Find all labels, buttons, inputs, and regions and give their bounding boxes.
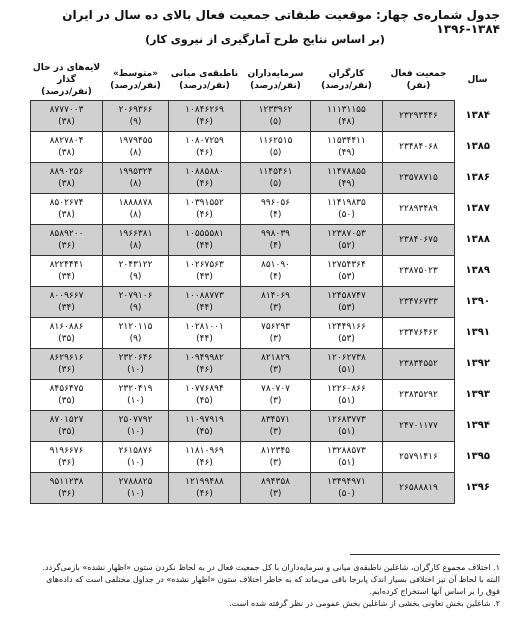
table-cell bbox=[169, 101, 241, 132]
cell-percent: (۸) bbox=[129, 148, 142, 158]
cell-value: ۹۱۹۶۶۷۶ bbox=[49, 446, 84, 456]
table-cell bbox=[103, 194, 169, 225]
cell-value: ۸۲۲۴۴۴۱ bbox=[49, 260, 84, 270]
cell-percent: (۵۱) bbox=[338, 365, 355, 375]
cell-value: ۲۳۸۳۴۵۵۲ bbox=[399, 359, 438, 369]
column-header bbox=[311, 60, 383, 101]
cell-percent: (۱۰) bbox=[127, 396, 144, 406]
cell-value: ۸۱۴۰۶۹ bbox=[260, 291, 290, 301]
statistics-table bbox=[30, 60, 501, 504]
column-unit: (نفر/درصد) bbox=[250, 81, 301, 91]
footnote: ۲. شاغلین بخش تعاونی بخشی از شاغلین بخش عمومی در نظر گرفته شده است. bbox=[229, 599, 500, 608]
table-row bbox=[31, 256, 501, 287]
table-cell bbox=[103, 287, 169, 318]
table-cell bbox=[31, 411, 103, 442]
cell-value: ۱۰۲۶۷۵۶۳ bbox=[185, 260, 224, 270]
table-cell bbox=[311, 194, 383, 225]
cell-value: ۸۵۱۰۹۰ bbox=[260, 260, 290, 270]
cell-value: ۸۰۰۹۶۶۷ bbox=[49, 291, 84, 301]
cell-value: ۱۲۲۶۰۸۶۶ bbox=[327, 384, 366, 394]
cell-percent: (۱۰) bbox=[127, 427, 144, 437]
year-cell: ۱۳۸۴ bbox=[465, 110, 490, 121]
cell-value: ۲۲۸۹۳۴۸۹ bbox=[399, 204, 438, 214]
cell-percent: (۴۶) bbox=[196, 489, 213, 499]
table-cell bbox=[383, 473, 455, 504]
table-cell bbox=[311, 411, 383, 442]
year-cell: ۱۳۹۵ bbox=[465, 451, 490, 462]
column-unit: (نفر/درصد) bbox=[110, 81, 161, 91]
column-header bbox=[31, 60, 103, 101]
table-cell bbox=[169, 349, 241, 380]
cell-percent: (۳) bbox=[269, 365, 282, 375]
cell-percent: (۴۴) bbox=[196, 334, 213, 344]
year-cell: ۱۳۹۴ bbox=[465, 420, 490, 431]
cell-percent: (۳۸) bbox=[58, 179, 75, 189]
table-cell bbox=[241, 473, 311, 504]
cell-value: ۷۵۶۲۹۳ bbox=[260, 322, 290, 332]
cell-value: ۸۴۵۶۴۷۵ bbox=[49, 384, 84, 394]
table-cell bbox=[169, 442, 241, 473]
column-unit: (نفر/درصد) bbox=[321, 81, 372, 91]
table-cell bbox=[31, 194, 103, 225]
cell-value: ۱۸۸۸۸۷۸ bbox=[118, 198, 153, 208]
table-cell bbox=[311, 349, 383, 380]
cell-percent: (۴) bbox=[269, 210, 282, 220]
cell-value: ۲۰۴۳۱۲۲ bbox=[118, 260, 153, 270]
cell-percent: (۴۶) bbox=[196, 117, 213, 127]
table-cell bbox=[383, 256, 455, 287]
column-unit: (نفر/درصد) bbox=[179, 81, 230, 91]
cell-percent: (۹) bbox=[129, 334, 142, 344]
cell-percent: (۳۶) bbox=[58, 458, 75, 468]
cell-value: ۱۲۱۹۹۴۸۸ bbox=[185, 477, 224, 487]
cell-percent: (۳۴) bbox=[58, 272, 75, 282]
cell-value: ۸۵۸۹۲۰۰ bbox=[49, 229, 84, 239]
cell-value: ۲۳۴۷۶۷۳۳ bbox=[399, 297, 438, 307]
cell-value: ۲۵۰۷۷۹۲ bbox=[118, 415, 153, 425]
footnote: ۱. اختلاف مجموع کارگران، شاغلین ناطبقه‌ی میانی و سرمایه‌داران با کل جمعیت فعال در به لحاظ نکردن ستون «اظهار نشده» بازمی‌گردد. البته با لحاظ آن نیز اختلافی بسیار اندک پابرجا باقی می‌ماند که به خاطر اختلاف ستون «اظهار نشده» در جداول مختلفی است که داده‌های فوق را بر اساس آنها استخراج کرده‌ایم. bbox=[42, 563, 500, 596]
column-header bbox=[383, 60, 455, 101]
year-cell: ۱۳۸۵ bbox=[465, 141, 490, 152]
table-cell bbox=[169, 132, 241, 163]
table-row bbox=[31, 101, 501, 132]
table-cell bbox=[383, 194, 455, 225]
table-cell bbox=[383, 132, 455, 163]
table-row bbox=[31, 318, 501, 349]
table-cell bbox=[103, 442, 169, 473]
cell-percent: (۱۰) bbox=[127, 365, 144, 375]
table-cell bbox=[103, 163, 169, 194]
table-cell bbox=[103, 411, 169, 442]
cell-value: ۸۶۲۹۶۱۶ bbox=[49, 353, 84, 363]
cell-percent: (۳۸) bbox=[58, 117, 75, 127]
cell-value: ۱۰۵۵۵۵۸۱ bbox=[185, 229, 224, 239]
cell-percent: (۱۰) bbox=[127, 458, 144, 468]
table-cell bbox=[311, 287, 383, 318]
column-header bbox=[103, 60, 169, 101]
cell-value: ۱۲۷۵۴۳۶۴ bbox=[327, 260, 366, 270]
cell-value: ۱۱۶۲۵۱۵ bbox=[258, 136, 293, 146]
cell-value: ۱۱۵۳۴۴۱۱ bbox=[327, 136, 366, 146]
cell-value: ۱۰۷۷۶۸۹۴ bbox=[185, 384, 224, 394]
cell-percent: (۹) bbox=[129, 117, 142, 127]
year-cell: ۱۳۸۹ bbox=[465, 265, 490, 276]
table-cell bbox=[169, 194, 241, 225]
table-cell bbox=[241, 411, 311, 442]
cell-value: ۲۳۵۷۸۷۱۵ bbox=[399, 173, 438, 183]
table-cell bbox=[241, 318, 311, 349]
cell-value: ۱۲۴۴۹۱۶۶ bbox=[327, 322, 366, 332]
table-cell bbox=[241, 194, 311, 225]
cell-value: ۲۳۲۰۶۴۶ bbox=[118, 353, 153, 363]
table-row bbox=[31, 380, 501, 411]
cell-value: ۲۵۷۹۱۴۱۶ bbox=[399, 452, 438, 462]
cell-value: ۲۶۵۸۸۸۱۹ bbox=[399, 483, 438, 493]
cell-percent: (۵) bbox=[269, 179, 282, 189]
cell-percent: (۴۶) bbox=[196, 365, 213, 375]
cell-value: ۸۹۴۳۵۸ bbox=[260, 477, 290, 487]
cell-percent: (۴۴) bbox=[196, 241, 213, 251]
cell-value: ۱۰۸۸۵۸۸۰ bbox=[185, 167, 224, 177]
table-cell bbox=[103, 473, 169, 504]
table-cell bbox=[383, 380, 455, 411]
cell-percent: (۳۸) bbox=[58, 148, 75, 158]
table-cell bbox=[103, 132, 169, 163]
table-cell bbox=[383, 442, 455, 473]
cell-percent: (۵۳) bbox=[338, 303, 355, 313]
column-label: لایه‌های در حال گذار bbox=[32, 63, 101, 85]
cell-value: ۸۸۲۷۸۰۴ bbox=[49, 136, 84, 146]
cell-percent: (۳۵) bbox=[58, 396, 75, 406]
table-row bbox=[31, 473, 501, 504]
cell-value: ۲۳۸۴۰۶۷۵ bbox=[399, 235, 438, 245]
year-cell: ۱۳۹۳ bbox=[465, 389, 490, 400]
cell-percent: (۳۴) bbox=[58, 303, 75, 313]
column-label: جمعیت فعال bbox=[390, 69, 447, 79]
cell-value: ۱۲۳۳۹۶۲ bbox=[258, 105, 293, 115]
table-cell bbox=[383, 163, 455, 194]
cell-percent: (۵۳) bbox=[338, 334, 355, 344]
table-cell bbox=[169, 473, 241, 504]
cell-value: ۸۷۰۱۵۲۷ bbox=[49, 415, 84, 425]
table-row bbox=[31, 132, 501, 163]
column-label: کارگران bbox=[328, 69, 365, 79]
cell-value: ۱۱۱۳۱۱۵۵ bbox=[327, 105, 366, 115]
column-header bbox=[241, 60, 311, 101]
table-cell bbox=[169, 163, 241, 194]
cell-percent: (۳) bbox=[269, 427, 282, 437]
cell-percent: (۵) bbox=[269, 148, 282, 158]
cell-value: ۱۲۴۵۸۷۴۷ bbox=[327, 291, 366, 301]
cell-percent: (۵۲) bbox=[338, 241, 355, 251]
cell-percent: (۴۶) bbox=[196, 179, 213, 189]
cell-value: ۷۸۰۷۰۷ bbox=[260, 384, 290, 394]
table-cell bbox=[311, 163, 383, 194]
table-cell bbox=[241, 442, 311, 473]
table-cell bbox=[103, 318, 169, 349]
year-cell: ۱۳۹۲ bbox=[465, 358, 490, 369]
cell-percent: (۹) bbox=[129, 272, 142, 282]
cell-value: ۱۱۰۹۷۹۱۹ bbox=[185, 415, 224, 425]
year-cell: ۱۳۹۱ bbox=[465, 327, 490, 338]
table-cell bbox=[103, 101, 169, 132]
table-cell bbox=[31, 163, 103, 194]
cell-value: ۸۷۷۷۰۰۳ bbox=[49, 105, 84, 115]
table-cell bbox=[169, 225, 241, 256]
table-cell bbox=[103, 225, 169, 256]
cell-percent: (۹) bbox=[129, 303, 142, 313]
table-cell bbox=[103, 256, 169, 287]
table-cell bbox=[103, 380, 169, 411]
header-row bbox=[31, 60, 501, 101]
cell-value: ۸۱۲۳۴۵ bbox=[260, 446, 290, 456]
cell-percent: (۴۸) bbox=[338, 117, 355, 127]
table-cell bbox=[169, 380, 241, 411]
cell-value: ۱۹۹۵۳۲۴ bbox=[118, 167, 153, 177]
cell-value: ۲۷۸۸۸۲۵ bbox=[118, 477, 153, 487]
year-cell: ۱۳۸۷ bbox=[465, 203, 490, 214]
cell-value: ۱۹۷۹۴۵۵ bbox=[118, 136, 153, 146]
table-cell bbox=[241, 287, 311, 318]
cell-value: ۱۱۴۵۴۶۱ bbox=[258, 167, 293, 177]
cell-percent: (۵۱) bbox=[338, 396, 355, 406]
table-body bbox=[31, 101, 501, 504]
table-cell bbox=[169, 287, 241, 318]
table-row bbox=[31, 194, 501, 225]
footnotes bbox=[30, 562, 500, 610]
cell-percent: (۵۰) bbox=[338, 489, 355, 499]
cell-percent: (۴۵) bbox=[196, 427, 213, 437]
cell-value: ۸۸۹۰۲۵۶ bbox=[49, 167, 84, 177]
table-cell bbox=[241, 256, 311, 287]
cell-value: ۱۳۲۸۸۵۷۳ bbox=[327, 446, 366, 456]
cell-percent: (۱۰) bbox=[127, 489, 144, 499]
table-cell bbox=[383, 287, 455, 318]
cell-value: ۲۴۷۰۱۱۷۷ bbox=[399, 421, 438, 431]
cell-value: ۸۵۰۲۶۷۴ bbox=[49, 198, 84, 208]
table-cell bbox=[31, 442, 103, 473]
cell-value: ۱۲۰۶۲۷۳۸ bbox=[327, 353, 366, 363]
cell-value: ۱۲۳۸۷۰۵۳ bbox=[327, 229, 366, 239]
table-row bbox=[31, 411, 501, 442]
year-cell: ۱۳۹۶ bbox=[465, 482, 490, 493]
cell-value: ۱۰۹۴۹۹۸۲ bbox=[185, 353, 224, 363]
column-unit: (نفر/درصد) bbox=[41, 87, 92, 97]
cell-percent: (۴۶) bbox=[196, 210, 213, 220]
cell-value: ۱۰۸۴۶۲۶۹ bbox=[185, 105, 224, 115]
cell-value: ۱۱۴۷۸۸۵۵ bbox=[327, 167, 366, 177]
table-cell bbox=[383, 225, 455, 256]
table-row bbox=[31, 225, 501, 256]
table-cell bbox=[383, 101, 455, 132]
table-cell bbox=[31, 132, 103, 163]
table-cell bbox=[31, 473, 103, 504]
cell-value: ۹۵۱۱۲۳۸ bbox=[49, 477, 84, 487]
cell-value: ۲۶۱۵۸۷۶ bbox=[118, 446, 153, 456]
cell-value: ۱۱۸۱۰۹۶۹ bbox=[185, 446, 224, 456]
cell-value: ۱۰۸۰۷۲۵۹ bbox=[185, 136, 224, 146]
cell-percent: (۳۵) bbox=[58, 427, 75, 437]
table-cell bbox=[311, 442, 383, 473]
column-unit: (نفر) bbox=[406, 81, 431, 91]
cell-percent: (۳۶) bbox=[58, 241, 75, 251]
table-cell bbox=[31, 287, 103, 318]
table-cell bbox=[31, 225, 103, 256]
cell-percent: (۴۴) bbox=[196, 303, 213, 313]
table-cell bbox=[311, 101, 383, 132]
cell-percent: (۴۹) bbox=[338, 179, 355, 189]
cell-value: ۱۱۴۱۹۸۳۵ bbox=[327, 198, 366, 208]
column-header bbox=[455, 60, 501, 101]
cell-value: ۱۳۴۹۴۹۷۱ bbox=[327, 477, 366, 487]
cell-value: ۱۹۶۶۳۸۱ bbox=[118, 229, 153, 239]
table-cell bbox=[31, 318, 103, 349]
table-row bbox=[31, 442, 501, 473]
cell-value: ۸۳۴۵۷۱ bbox=[260, 415, 290, 425]
cell-value: ۲۳۲۹۳۴۴۶ bbox=[399, 111, 438, 121]
table-cell bbox=[311, 473, 383, 504]
table-cell bbox=[169, 256, 241, 287]
cell-value: ۲۳۸۳۵۲۹۲ bbox=[399, 390, 438, 400]
cell-value: ۹۹۸۰۳۹ bbox=[260, 229, 290, 239]
table-cell bbox=[311, 256, 383, 287]
cell-percent: (۴) bbox=[269, 241, 282, 251]
cell-percent: (۴۶) bbox=[196, 148, 213, 158]
table-row bbox=[31, 349, 501, 380]
table-cell bbox=[31, 380, 103, 411]
cell-percent: (۳۶) bbox=[58, 489, 75, 499]
cell-percent: (۳۶) bbox=[58, 365, 75, 375]
cell-percent: (۳) bbox=[269, 458, 282, 468]
table-cell bbox=[311, 380, 383, 411]
cell-value: ۱۰۰۸۸۷۷۳ bbox=[185, 291, 224, 301]
cell-percent: (۴۵) bbox=[196, 396, 213, 406]
cell-percent: (۵۱) bbox=[338, 427, 355, 437]
cell-percent: (۳۸) bbox=[58, 210, 75, 220]
cell-value: ۱۲۶۸۳۷۷۳ bbox=[327, 415, 366, 425]
column-header bbox=[169, 60, 241, 101]
cell-percent: (۳) bbox=[269, 303, 282, 313]
table-cell bbox=[383, 349, 455, 380]
table-cell bbox=[31, 256, 103, 287]
column-label: سال bbox=[467, 75, 488, 86]
table-cell bbox=[383, 411, 455, 442]
cell-value: ۲۰۶۹۳۶۶ bbox=[118, 105, 153, 115]
column-label: سرمایه‌داران bbox=[247, 69, 304, 79]
cell-percent: (۴۶) bbox=[196, 458, 213, 468]
table-cell bbox=[103, 349, 169, 380]
table-cell bbox=[241, 132, 311, 163]
cell-value: ۱۰۲۸۱۰۰۱ bbox=[185, 322, 224, 332]
cell-value: ۸۲۱۸۲۹ bbox=[260, 353, 290, 363]
cell-value: ۹۹۶۰۵۶ bbox=[260, 198, 290, 208]
table-cell bbox=[241, 349, 311, 380]
column-label: «متوسط» bbox=[112, 69, 158, 79]
table-cell bbox=[169, 318, 241, 349]
cell-value: ۲۳۴۸۴۰۶۸ bbox=[399, 142, 438, 152]
table-header bbox=[31, 60, 501, 101]
table-cell bbox=[31, 101, 103, 132]
year-cell: ۱۳۸۸ bbox=[465, 234, 490, 245]
table-row bbox=[31, 163, 501, 194]
cell-percent: (۳) bbox=[269, 489, 282, 499]
cell-value: ۲۳۸۷۵۰۲۳ bbox=[399, 266, 438, 276]
cell-percent: (۵۰) bbox=[338, 210, 355, 220]
year-cell: ۱۳۹۰ bbox=[465, 296, 490, 307]
cell-percent: (۵۳) bbox=[338, 272, 355, 282]
table-row bbox=[31, 287, 501, 318]
cell-percent: (۸) bbox=[129, 241, 142, 251]
cell-percent: (۸) bbox=[129, 179, 142, 189]
table-cell bbox=[241, 225, 311, 256]
table-cell bbox=[241, 380, 311, 411]
table-cell bbox=[31, 349, 103, 380]
cell-percent: (۵۱) bbox=[338, 458, 355, 468]
cell-value: ۱۰۳۹۱۵۵۲ bbox=[185, 198, 224, 208]
cell-percent: (۳۵) bbox=[58, 334, 75, 344]
table-cell bbox=[241, 101, 311, 132]
table-cell bbox=[241, 163, 311, 194]
cell-percent: (۴۳) bbox=[196, 272, 213, 282]
cell-value: ۲۳۲۰۴۱۹ bbox=[118, 384, 153, 394]
cell-value: ۸۱۶۰۸۸۶ bbox=[49, 322, 84, 332]
table-cell bbox=[311, 225, 383, 256]
table-cell bbox=[311, 132, 383, 163]
table-cell bbox=[311, 318, 383, 349]
cell-percent: (۴) bbox=[269, 272, 282, 282]
table-cell bbox=[169, 411, 241, 442]
cell-percent: (۳) bbox=[269, 396, 282, 406]
table-subtitle: (بر اساس نتایج طرح آمارگیری از نیروی کار) bbox=[145, 33, 385, 46]
footnote-rule bbox=[350, 554, 500, 555]
column-label: ناطبقه‌ی میانی bbox=[170, 69, 239, 79]
cell-percent: (۵) bbox=[269, 117, 282, 127]
cell-value: ۲۰۷۹۱۰۶ bbox=[118, 291, 153, 301]
cell-percent: (۸) bbox=[129, 210, 142, 220]
cell-percent: (۴۹) bbox=[338, 148, 355, 158]
cell-value: ۲۳۴۷۶۴۶۲ bbox=[399, 328, 438, 338]
table-title: جدول شماره‌ی چهار: موقعیت طبقاتی جمعیت فعال بالای ده سال در ایران ۱۳۸۴-۱۳۹۶ bbox=[62, 8, 500, 36]
cell-value: ۲۱۲۰۱۱۵ bbox=[118, 322, 153, 332]
cell-percent: (۳) bbox=[269, 334, 282, 344]
year-cell: ۱۳۸۶ bbox=[465, 172, 490, 183]
table-cell bbox=[383, 318, 455, 349]
